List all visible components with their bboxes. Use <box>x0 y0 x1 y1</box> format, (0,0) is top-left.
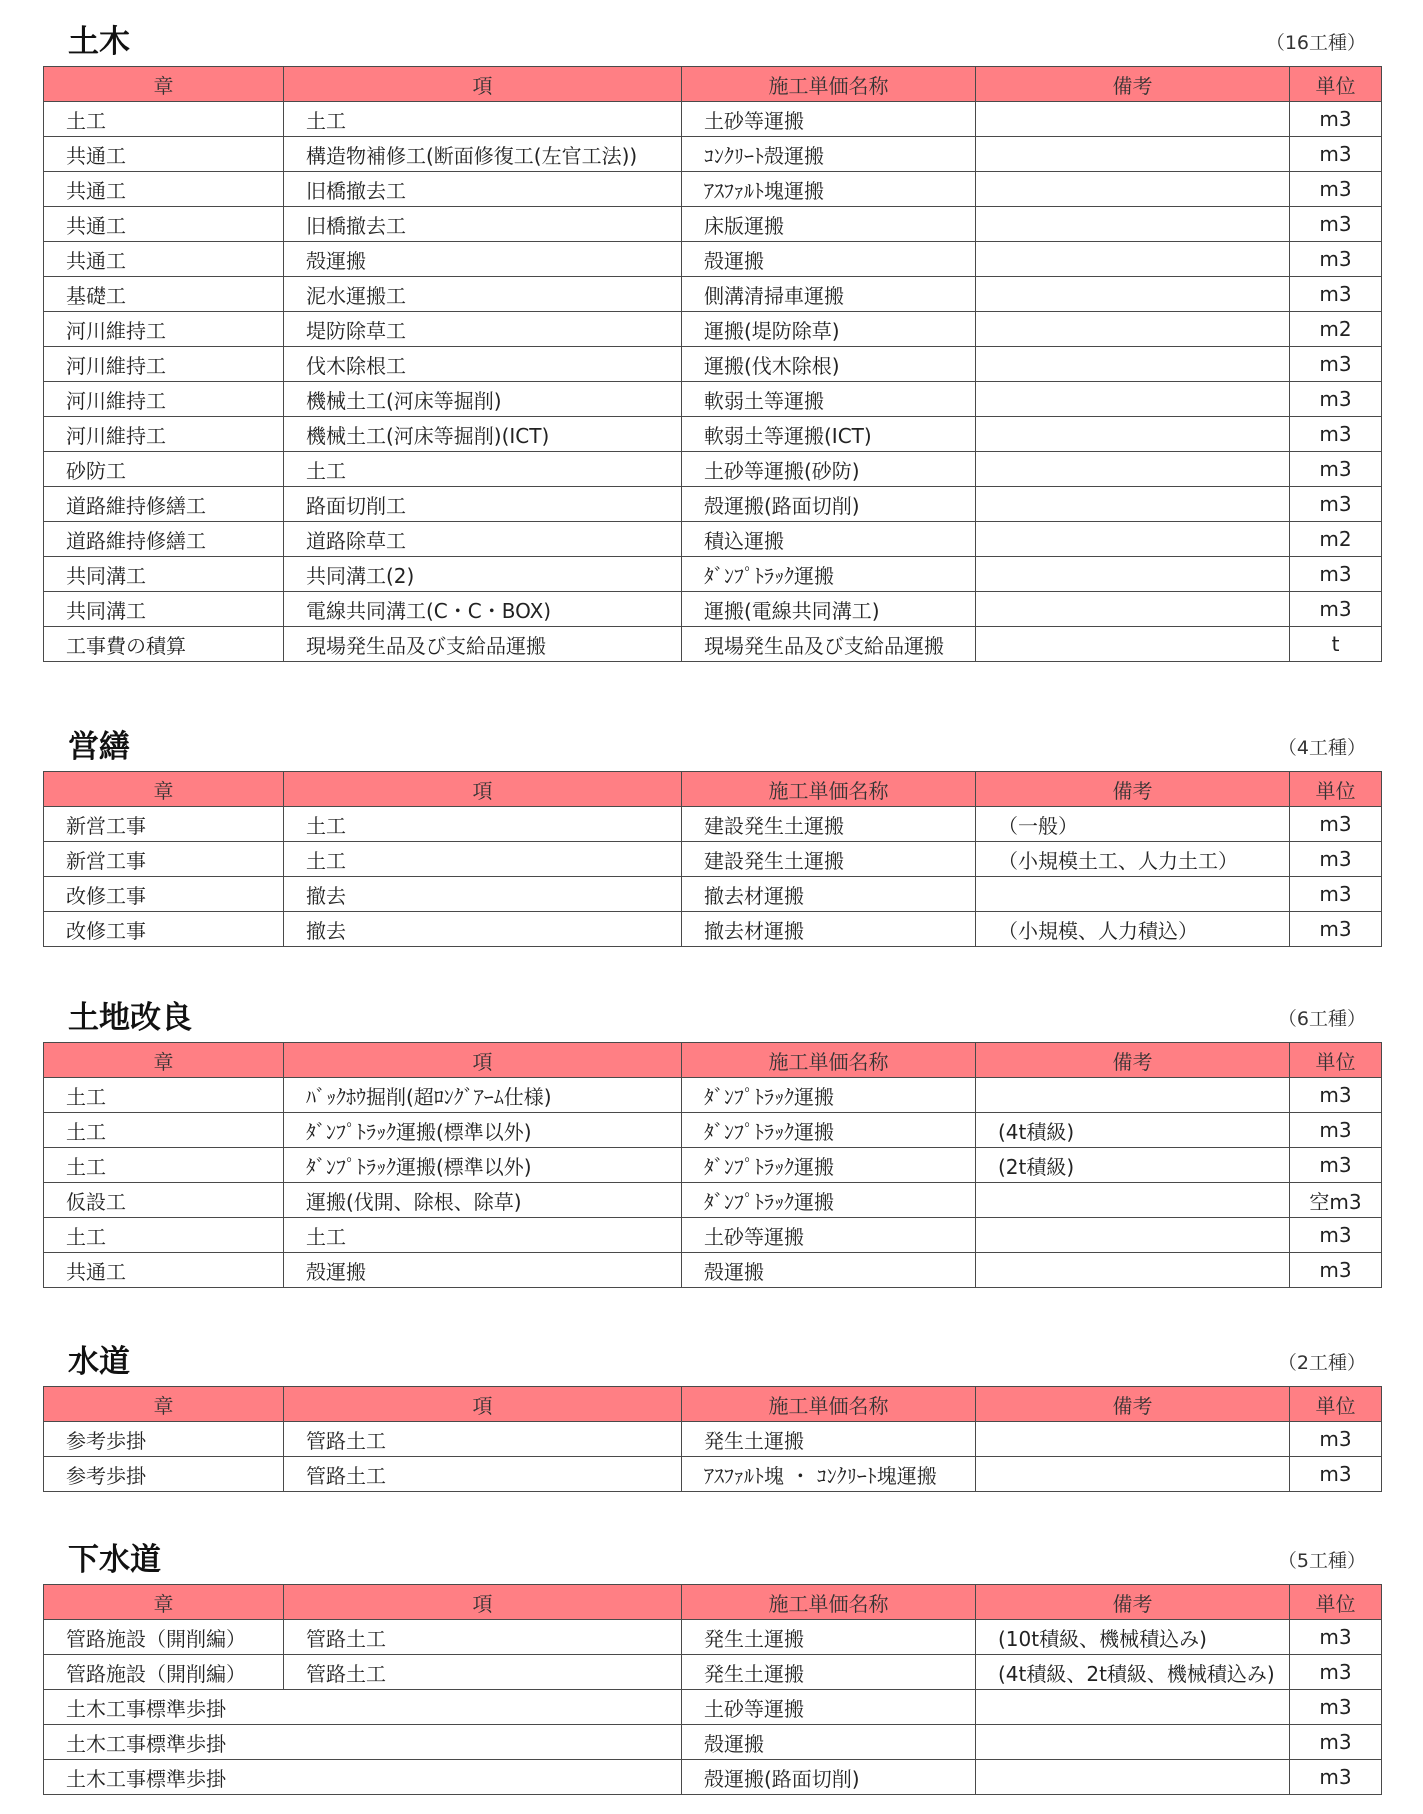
column-header: 単位 <box>1290 1387 1382 1422</box>
cell-chapter: 工事費の積算 <box>44 627 284 662</box>
cell-unit-price-name: 軟弱土等運搬 <box>682 382 976 417</box>
cell-unit-price-name: 建設発生土運搬 <box>682 807 976 842</box>
section-count: （2工種） <box>1277 1352 1366 1374</box>
cell-remarks <box>976 277 1290 312</box>
table-row <box>44 842 1382 877</box>
column-header: 項 <box>284 67 682 102</box>
cell-unit-price-name: 運搬(電線共同溝工) <box>682 592 976 627</box>
cell-remarks: (2t積級) <box>976 1148 1290 1183</box>
cell-chapter: 河川維持工 <box>44 417 284 452</box>
cell-item: 土工 <box>284 452 682 487</box>
column-header: 備考 <box>976 67 1290 102</box>
cell-unit: m3 <box>1290 1113 1382 1148</box>
cell-unit: m3 <box>1290 842 1382 877</box>
cell-unit-price-name: ﾀﾞﾝﾌﾟﾄﾗｯｸ運搬 <box>682 1113 976 1148</box>
cell-chapter: 土工 <box>44 1218 284 1253</box>
table-row <box>44 1148 1382 1183</box>
column-header: 章 <box>44 1585 284 1620</box>
table-row <box>44 592 1382 627</box>
cell-item: 旧橋撤去工 <box>284 172 682 207</box>
cell-unit: m3 <box>1290 877 1382 912</box>
cell-chapter: 河川維持工 <box>44 347 284 382</box>
cell-remarks <box>976 102 1290 137</box>
cell-unit: m3 <box>1290 1148 1382 1183</box>
cell-remarks <box>976 1725 1290 1760</box>
table-row <box>44 1078 1382 1113</box>
cell-unit-price-name: ﾀﾞﾝﾌﾟﾄﾗｯｸ運搬 <box>682 1078 976 1113</box>
cell-unit-price-name: ﾀﾞﾝﾌﾟﾄﾗｯｸ運搬 <box>682 1148 976 1183</box>
table-row <box>44 487 1382 522</box>
cell-unit: m3 <box>1290 207 1382 242</box>
cell-chapter: 管路施設（開削編） <box>44 1620 284 1655</box>
cell-remarks <box>976 347 1290 382</box>
column-header: 項 <box>284 772 682 807</box>
table-row <box>44 1655 1382 1690</box>
column-header: 備考 <box>976 772 1290 807</box>
cell-unit: m3 <box>1290 1422 1382 1457</box>
header-row <box>44 1387 1382 1422</box>
section-count: （16工種） <box>1265 32 1366 54</box>
cell-chapter: 共通工 <box>44 207 284 242</box>
cell-remarks <box>976 1183 1290 1218</box>
cell-unit: m3 <box>1290 277 1382 312</box>
header-row <box>44 1585 1382 1620</box>
cell-chapter: 河川維持工 <box>44 312 284 347</box>
cell-item: ﾊﾞｯｸﾎｳ掘削(超ﾛﾝｸﾞｱｰﾑ仕様) <box>284 1078 682 1113</box>
table-row <box>44 1183 1382 1218</box>
section-count: （5工種） <box>1277 1550 1366 1572</box>
cell-chapter: 仮設工 <box>44 1183 284 1218</box>
cell-unit-price-name: 積込運搬 <box>682 522 976 557</box>
cell-chapter: 新営工事 <box>44 807 284 842</box>
cell-remarks <box>976 557 1290 592</box>
cell-chapter: 共通工 <box>44 137 284 172</box>
column-header: 項 <box>284 1043 682 1078</box>
table-row <box>44 242 1382 277</box>
cell-chapter: 土工 <box>44 102 284 137</box>
cell-unit: m3 <box>1290 1218 1382 1253</box>
cell-remarks: (4t積級、2t積級、機械積込み) <box>976 1655 1290 1690</box>
cell-remarks <box>976 1253 1290 1288</box>
cell-remarks <box>976 1760 1290 1795</box>
cell-unit: m3 <box>1290 172 1382 207</box>
cell-unit: 空m3 <box>1290 1183 1382 1218</box>
cell-item: 構造物補修工(断面修復工(左官工法)) <box>284 137 682 172</box>
cell-remarks: (4t積級) <box>976 1113 1290 1148</box>
data-table <box>43 1584 1382 1795</box>
cell-remarks <box>976 1422 1290 1457</box>
cell-chapter: 共通工 <box>44 242 284 277</box>
table-row <box>44 1457 1382 1492</box>
data-table <box>43 66 1382 662</box>
cell-chapter: 土木工事標準歩掛 <box>44 1725 682 1760</box>
cell-remarks <box>976 1218 1290 1253</box>
cell-unit-price-name: 発生土運搬 <box>682 1422 976 1457</box>
cell-item: 土工 <box>284 842 682 877</box>
column-header: 施工単価名称 <box>682 67 976 102</box>
cell-unit: m3 <box>1290 1655 1382 1690</box>
table-row <box>44 382 1382 417</box>
cell-item: 機械土工(河床等掘削)(ICT) <box>284 417 682 452</box>
table-row <box>44 627 1382 662</box>
cell-chapter: 土工 <box>44 1078 284 1113</box>
cell-unit-price-name: ﾀﾞﾝﾌﾟﾄﾗｯｸ運搬 <box>682 1183 976 1218</box>
cell-unit-price-name: 土砂等運搬(砂防) <box>682 452 976 487</box>
column-header: 備考 <box>976 1387 1290 1422</box>
cell-item: ﾀﾞﾝﾌﾟﾄﾗｯｸ運搬(標準以外) <box>284 1148 682 1183</box>
table-row <box>44 452 1382 487</box>
cell-unit: m3 <box>1290 487 1382 522</box>
cell-unit-price-name: 発生土運搬 <box>682 1620 976 1655</box>
column-header: 単位 <box>1290 772 1382 807</box>
table-row <box>44 522 1382 557</box>
cell-unit: m3 <box>1290 382 1382 417</box>
column-header: 備考 <box>976 1043 1290 1078</box>
cell-unit-price-name: 土砂等運搬 <box>682 102 976 137</box>
cell-unit: m3 <box>1290 807 1382 842</box>
cell-unit: m3 <box>1290 1690 1382 1725</box>
cell-remarks <box>976 172 1290 207</box>
cell-item: 機械土工(河床等掘削) <box>284 382 682 417</box>
cell-chapter: 河川維持工 <box>44 382 284 417</box>
cell-remarks: (10t積級、機械積込み) <box>976 1620 1290 1655</box>
cell-item: 共同溝工(2) <box>284 557 682 592</box>
table-row <box>44 172 1382 207</box>
cell-chapter: 基礎工 <box>44 277 284 312</box>
cell-chapter: 道路維持修繕工 <box>44 522 284 557</box>
cell-remarks: （小規模土工、人力土工） <box>976 842 1290 877</box>
table-row <box>44 1113 1382 1148</box>
cell-item: 殻運搬 <box>284 1253 682 1288</box>
cell-chapter: 共同溝工 <box>44 557 284 592</box>
cell-remarks <box>976 627 1290 662</box>
cell-unit-price-name: 側溝清掃車運搬 <box>682 277 976 312</box>
cell-item: 撤去 <box>284 912 682 947</box>
table-row <box>44 102 1382 137</box>
cell-item: 撤去 <box>284 877 682 912</box>
table-row <box>44 807 1382 842</box>
section-count: （4工種） <box>1277 737 1366 759</box>
cell-unit-price-name: 殻運搬 <box>682 242 976 277</box>
cell-unit: t <box>1290 627 1382 662</box>
cell-unit-price-name: 殻運搬 <box>682 1253 976 1288</box>
cell-remarks <box>976 1078 1290 1113</box>
table-row <box>44 417 1382 452</box>
cell-item: 土工 <box>284 102 682 137</box>
cell-unit-price-name: 撤去材運搬 <box>682 877 976 912</box>
cell-chapter: 管路施設（開削編） <box>44 1655 284 1690</box>
cell-unit: m3 <box>1290 912 1382 947</box>
header-row <box>44 772 1382 807</box>
table-row <box>44 347 1382 382</box>
section-title: 土木 <box>68 24 130 60</box>
cell-unit: m3 <box>1290 1620 1382 1655</box>
cell-unit-price-name: 殻運搬 <box>682 1725 976 1760</box>
cell-chapter: 新営工事 <box>44 842 284 877</box>
header-row <box>44 1043 1382 1078</box>
cell-remarks <box>976 877 1290 912</box>
cell-chapter: 土工 <box>44 1113 284 1148</box>
table-row <box>44 1690 1382 1725</box>
table-row <box>44 1422 1382 1457</box>
cell-unit: m3 <box>1290 592 1382 627</box>
column-header: 施工単価名称 <box>682 772 976 807</box>
cell-item: 旧橋撤去工 <box>284 207 682 242</box>
cell-item: 管路土工 <box>284 1457 682 1492</box>
section-title: 営繕 <box>68 729 130 765</box>
cell-remarks: （一般） <box>976 807 1290 842</box>
cell-unit: m2 <box>1290 522 1382 557</box>
cell-chapter: 共通工 <box>44 172 284 207</box>
cell-unit-price-name: 土砂等運搬 <box>682 1690 976 1725</box>
table-row <box>44 1760 1382 1795</box>
cell-unit-price-name: 運搬(堤防除草) <box>682 312 976 347</box>
cell-unit-price-name: 撤去材運搬 <box>682 912 976 947</box>
cell-item: 電線共同溝工(C・C・BOX) <box>284 592 682 627</box>
header-row <box>44 67 1382 102</box>
cell-item: 土工 <box>284 807 682 842</box>
cell-unit: m3 <box>1290 1760 1382 1795</box>
column-header: 章 <box>44 1387 284 1422</box>
table-row <box>44 877 1382 912</box>
table-row <box>44 557 1382 592</box>
column-header: 項 <box>284 1387 682 1422</box>
table-row <box>44 1620 1382 1655</box>
cell-unit: m2 <box>1290 312 1382 347</box>
cell-unit-price-name: 殻運搬(路面切削) <box>682 1760 976 1795</box>
cell-item: 現場発生品及び支給品運搬 <box>284 627 682 662</box>
section-count: （6工種） <box>1277 1008 1366 1030</box>
table-row <box>44 1253 1382 1288</box>
cell-item: ﾀﾞﾝﾌﾟﾄﾗｯｸ運搬(標準以外) <box>284 1113 682 1148</box>
table-row <box>44 312 1382 347</box>
cell-remarks <box>976 417 1290 452</box>
cell-chapter: 土木工事標準歩掛 <box>44 1690 682 1725</box>
table-row <box>44 137 1382 172</box>
cell-remarks: （小規模、人力積込） <box>976 912 1290 947</box>
cell-unit-price-name: ﾀﾞﾝﾌﾟﾄﾗｯｸ運搬 <box>682 557 976 592</box>
column-header: 単位 <box>1290 67 1382 102</box>
cell-item: 運搬(伐開、除根、除草) <box>284 1183 682 1218</box>
cell-chapter: 砂防工 <box>44 452 284 487</box>
column-header: 施工単価名称 <box>682 1043 976 1078</box>
cell-item: 管路土工 <box>284 1422 682 1457</box>
column-header: 項 <box>284 1585 682 1620</box>
cell-chapter: 改修工事 <box>44 877 284 912</box>
column-header: 章 <box>44 772 284 807</box>
cell-remarks <box>976 382 1290 417</box>
cell-item: 管路土工 <box>284 1655 682 1690</box>
cell-unit-price-name: 床版運搬 <box>682 207 976 242</box>
cell-unit: m3 <box>1290 1457 1382 1492</box>
cell-unit-price-name: 土砂等運搬 <box>682 1218 976 1253</box>
cell-remarks <box>976 312 1290 347</box>
cell-unit: m3 <box>1290 242 1382 277</box>
section-title: 水道 <box>68 1344 130 1380</box>
cell-unit: m3 <box>1290 1078 1382 1113</box>
cell-remarks <box>976 522 1290 557</box>
table-row <box>44 207 1382 242</box>
cell-item: 泥水運搬工 <box>284 277 682 312</box>
cell-item: 管路土工 <box>284 1620 682 1655</box>
cell-remarks <box>976 487 1290 522</box>
cell-unit: m3 <box>1290 452 1382 487</box>
column-header: 施工単価名称 <box>682 1387 976 1422</box>
cell-unit-price-name: ｱｽﾌｧﾙﾄ塊運搬 <box>682 172 976 207</box>
cell-chapter: 土工 <box>44 1148 284 1183</box>
cell-chapter: 道路維持修繕工 <box>44 487 284 522</box>
cell-unit-price-name: 軟弱土等運搬(ICT) <box>682 417 976 452</box>
table-row <box>44 912 1382 947</box>
cell-unit: m3 <box>1290 557 1382 592</box>
cell-chapter: 土木工事標準歩掛 <box>44 1760 682 1795</box>
section-title: 土地改良 <box>68 1000 192 1036</box>
cell-item: 堤防除草工 <box>284 312 682 347</box>
data-table <box>43 1386 1382 1492</box>
cell-item: 路面切削工 <box>284 487 682 522</box>
cell-remarks <box>976 452 1290 487</box>
cell-item: 伐木除根工 <box>284 347 682 382</box>
cell-item: 殻運搬 <box>284 242 682 277</box>
column-header: 章 <box>44 67 284 102</box>
cell-unit: m3 <box>1290 347 1382 382</box>
cell-remarks <box>976 1457 1290 1492</box>
cell-chapter: 共同溝工 <box>44 592 284 627</box>
cell-unit-price-name: ｱｽﾌｧﾙﾄ塊 ・ ｺﾝｸﾘｰﾄ塊運搬 <box>682 1457 976 1492</box>
data-table <box>43 1042 1382 1288</box>
data-table <box>43 771 1382 947</box>
cell-unit-price-name: 運搬(伐木除根) <box>682 347 976 382</box>
column-header: 単位 <box>1290 1043 1382 1078</box>
cell-remarks <box>976 137 1290 172</box>
cell-unit: m3 <box>1290 417 1382 452</box>
cell-chapter: 共通工 <box>44 1253 284 1288</box>
cell-unit-price-name: 殻運搬(路面切削) <box>682 487 976 522</box>
cell-unit: m3 <box>1290 102 1382 137</box>
cell-unit-price-name: 現場発生品及び支給品運搬 <box>682 627 976 662</box>
column-header: 章 <box>44 1043 284 1078</box>
cell-remarks <box>976 592 1290 627</box>
cell-unit-price-name: ｺﾝｸﾘｰﾄ殻運搬 <box>682 137 976 172</box>
cell-unit: m3 <box>1290 137 1382 172</box>
cell-unit: m3 <box>1290 1253 1382 1288</box>
cell-chapter: 参考歩掛 <box>44 1422 284 1457</box>
cell-chapter: 参考歩掛 <box>44 1457 284 1492</box>
cell-remarks <box>976 1690 1290 1725</box>
cell-chapter: 改修工事 <box>44 912 284 947</box>
cell-item: 道路除草工 <box>284 522 682 557</box>
column-header: 備考 <box>976 1585 1290 1620</box>
table-row <box>44 1725 1382 1760</box>
cell-unit: m3 <box>1290 1725 1382 1760</box>
cell-unit-price-name: 発生土運搬 <box>682 1655 976 1690</box>
column-header: 単位 <box>1290 1585 1382 1620</box>
column-header: 施工単価名称 <box>682 1585 976 1620</box>
cell-remarks <box>976 207 1290 242</box>
cell-remarks <box>976 242 1290 277</box>
table-row <box>44 277 1382 312</box>
table-row <box>44 1218 1382 1253</box>
cell-unit-price-name: 建設発生土運搬 <box>682 842 976 877</box>
section-title: 下水道 <box>68 1542 161 1578</box>
cell-item: 土工 <box>284 1218 682 1253</box>
